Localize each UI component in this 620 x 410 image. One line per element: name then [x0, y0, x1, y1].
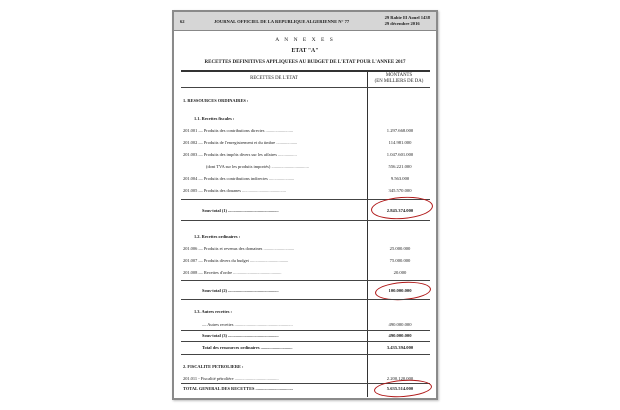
subtotal-2-amount: 100.000.000 [388, 288, 412, 293]
table-row: 201.006 — Produits et revenus des domaines ............................ [183, 246, 295, 251]
row-amount: 75.000.000 [389, 258, 411, 263]
column-header-right: MONTANTS (EN MILLIERS DE DA) [374, 73, 424, 84]
table-row: 201.004 — Produits des contributions indirectes ....................... [183, 176, 295, 181]
total-general-amount: 5.635.514.000 [386, 386, 414, 391]
subtotal-1-amount: 2.845.374.000 [386, 208, 414, 213]
subsection-autres-recettes: 1.3. Autres recettes : [194, 309, 232, 314]
row-amount: 2.200.120.000 [386, 376, 414, 381]
table-row: 201.002 — Produits de l'enregistrement et du timbre ................... [183, 140, 298, 145]
row-rule [181, 354, 430, 355]
red-circle-annotation [373, 378, 432, 399]
document-page [172, 10, 438, 400]
table-row: 201.007 — Produits divers du budget ................................... [183, 258, 289, 263]
row-amount: 20.000 [393, 270, 407, 275]
page-number: 62 [180, 19, 185, 24]
section-fiscalite-petroliere: 2. FISCALITE PETROLIERE : [183, 364, 244, 369]
column-header-left: RECETTES DE L'ETAT [250, 76, 298, 81]
date-hijri: 29 Rabie El Aouel 1438 [384, 15, 430, 20]
etat-label: ETAT "A" [291, 48, 319, 54]
journal-title: JOURNAL OFFICIEL DE LA REPUBLIQUE ALGERIENNE N° 77 [214, 19, 350, 24]
subtotal-2-label: Sous-total (2) .............................................. [202, 288, 279, 293]
subsection-recettes-fiscales: 1.1. Recettes fiscales : [194, 116, 235, 121]
table-row: 201.008 — Recettes d'ordre ............................................ [183, 270, 282, 275]
row-amount: 490.000.000 [388, 322, 412, 327]
row-amount: 345.570.000 [388, 188, 412, 193]
row-amount: 556.221.000 [388, 164, 412, 169]
journal-header [174, 12, 436, 31]
table-row: 201.001 — Produits des contributions directes ......................... [183, 128, 294, 133]
table-top-rule [181, 70, 430, 72]
table-row: 201.003 — Produits des impôts divers sur les affaires ................. [183, 152, 297, 157]
subtotal-3-amount: 490.000.000 [388, 333, 412, 338]
row-amount: 114.981.000 [388, 140, 412, 145]
header-rule [181, 87, 430, 88]
row-amount: 1.297.668.000 [386, 128, 414, 133]
annexes-label: A N N E X E S [275, 37, 335, 43]
total-ordinaires-label: Total des ressources ordinaires ............................. [202, 345, 293, 350]
table-row: 201.005 — Produits des douanes ........................................ [183, 188, 286, 193]
row-amount: 1.047.601.000 [386, 152, 414, 157]
row-amount: 9.563.000 [390, 176, 410, 181]
row-amount: 25.000.000 [389, 246, 411, 251]
row-rule [181, 220, 430, 221]
subtotal-1-label: Sous-total (1) .............................................. [202, 208, 279, 213]
row-rule [181, 341, 430, 342]
column-divider [367, 72, 368, 397]
table-row: (dont TVA sur les produits importés) .................................. [206, 164, 309, 169]
row-rule [181, 280, 430, 281]
section-ressources-ordinaires: 1. RESSOURCES ORDINAIRES : [183, 98, 249, 103]
journal-date [385, 15, 430, 27]
row-rule [181, 330, 430, 331]
row-rule [181, 299, 430, 300]
total-ordinaires-amount: 3.435.394.000 [386, 345, 414, 350]
date-gregorian: 29 décembre 2016 [384, 21, 420, 26]
document-title: RECETTES DEFINITIVES APPLIQUEES AU BUDGET DE L'ETAT POUR L'ANNEE 2017 [204, 60, 406, 65]
table-row: — Autres recettes ..................................................... [202, 322, 293, 327]
table-row: 201.011 - Fiscalité pétrolière ........................................ [183, 376, 279, 381]
total-general-label: TOTAL GENERAL DES RECETTES .................................. [183, 386, 293, 391]
subsection-recettes-ordinaires: 1.2. Recettes ordinaires : [194, 234, 241, 239]
subtotal-3-label: Sous-total (3) .............................................. [202, 333, 279, 338]
